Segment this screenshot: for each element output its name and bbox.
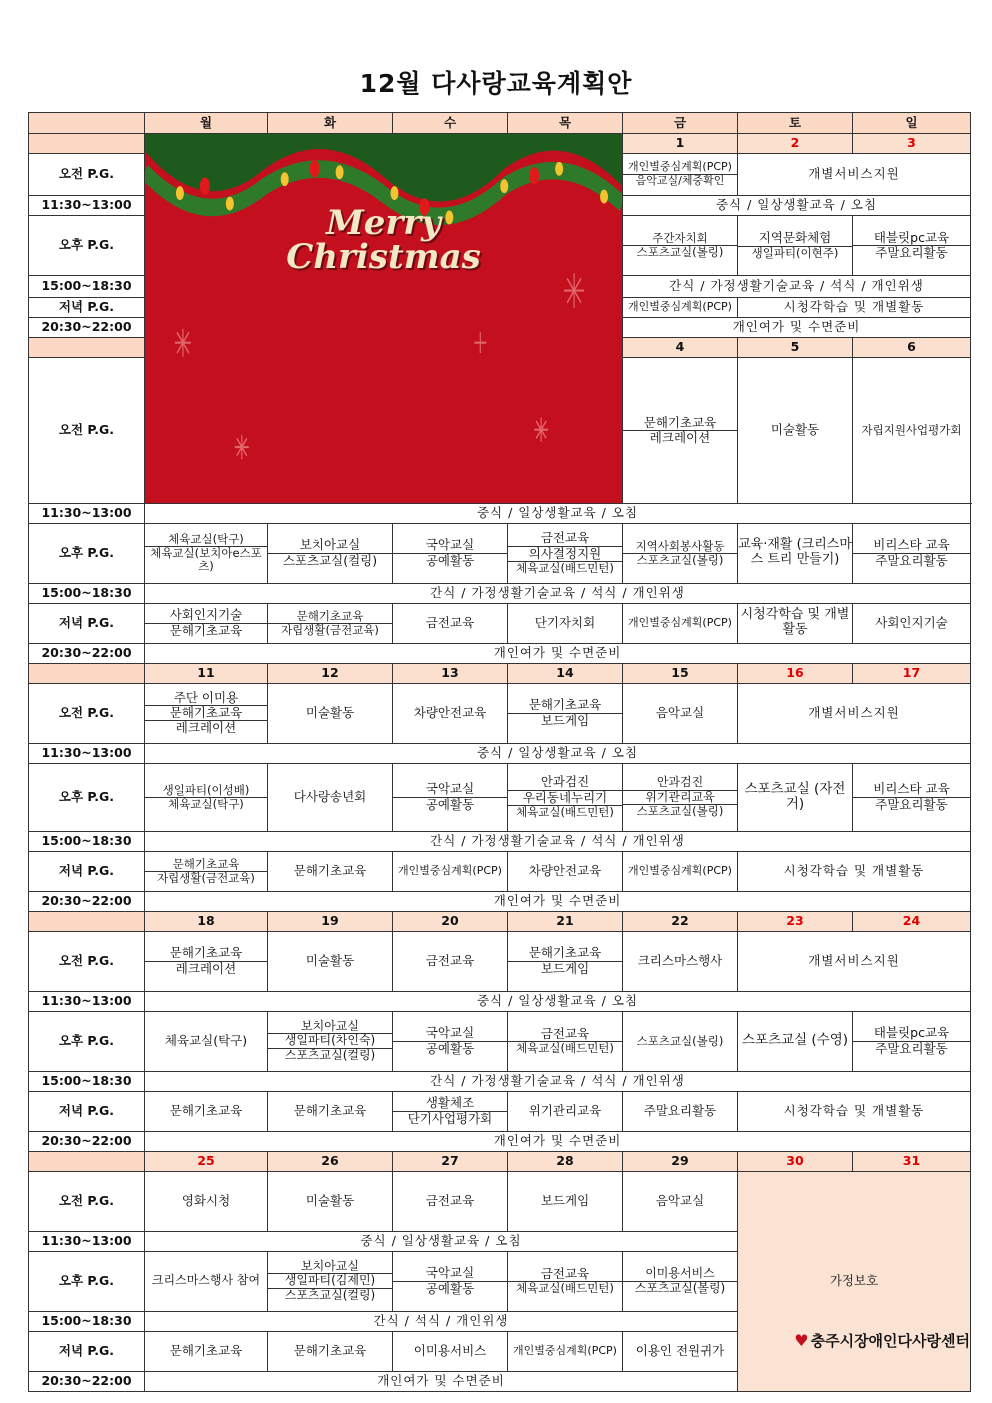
week5-pm-row: 오후 P.G. 크리스마스행사 참여 보치아교실 생일파티(김제민) 스포츠교실(컬링) 국악교실 공예활동 금전교육 체육교실(배드민턴) 이미용서비스 스포츠교실(볼링) [29, 1251, 971, 1311]
week5-eve-row: 저녁 P.G. 문해기초교육 문해기초교육 이미용서비스 개인별중심계획(PCP) 이용인 전원귀가 [29, 1331, 971, 1371]
christmas-banner [145, 134, 623, 504]
week4-snack-row: 15:00~18:30 간식 / 가정생활기술교육 / 석식 / 개인위생 [29, 1071, 971, 1091]
week5-snack-row: 15:00~18:30 간식 / 석식 / 개인위생 [29, 1311, 971, 1331]
home-care-cell: 가정보호 [738, 1171, 971, 1391]
week1-lunch-row: 11:30~13:00 중식 / 일상생활교육 / 오침 [29, 196, 971, 216]
week4-pm-row: 오후 P.G. 체육교실(탁구) 보치아교실 생일파티(차인숙) 스포츠교실(컬링) 국악교실 공예활동 금전교육 체육교실(배드민턴) 스포츠교실(볼링) 스포츠교실 (수영) 태블릿pc교육 주말요리활동 [29, 1011, 971, 1071]
footer [794, 1330, 970, 1351]
week2-pm-row: 오후 P.G. 체육교실(탁구) 체육교실(보치아e스포츠) 보치아교실 스포츠교실(컬링) 국악교실 공예활동 금전교육 의사결정지원 체육교실(배드민턴) 지역사회봉사활동 스포츠교실(볼링) 교육·재활 (크리스마스 트리 만들기) 비리스타 교육 주말요리활동 [29, 523, 971, 583]
day-tue: 화 [268, 113, 393, 134]
week3-night-row: 20:30~22:00 개인여가 및 수면준비 [29, 891, 971, 911]
week2-lunch-row: 11:30~13:00 중식 / 일상생활교육 / 오침 [29, 503, 971, 523]
center-name: 충주시장애인다사랑센터 [810, 1332, 970, 1350]
day-sun: 일 [853, 113, 971, 134]
week3-eve-row: 저녁 P.G. 문해기초교육 자립생활(금전교육) 문해기초교육 개인별중심계획(PCP) 차량안전교육 개인별중심계획(PCP) 시청각학습 및 개별활동 [29, 851, 971, 891]
week2-date-row: 4 5 6 [29, 338, 971, 358]
education-plan-table [28, 112, 971, 1392]
week4-date-row: 18 19 20 21 22 23 24 [29, 911, 971, 931]
week1-night-row: 20:30~22:00 개인여가 및 수면준비 [29, 318, 971, 338]
weekday-header-row [29, 113, 971, 134]
week3-snack-row: 15:00~18:30 간식 / 가정생활기술교육 / 석식 / 개인위생 [29, 831, 971, 851]
week5-date-row: 25 26 27 28 29 30 31 [29, 1151, 971, 1171]
week1-eve-row: 저녁 P.G. 개인별중심계획(PCP) 시청각학습 및 개별활동 [29, 298, 971, 318]
week3-lunch-row: 11:30~13:00 중식 / 일상생활교육 / 오침 [29, 743, 971, 763]
week1-pm-row: 오후 P.G. 주간자치회 스포츠교실(볼링) 지역문화체험 생일파티(이현주) 태블릿pc교육 주말요리활동 [29, 216, 971, 276]
week1-date-row [29, 134, 971, 154]
week3-am-row: 오전 P.G. 주단 이미용 문해기초교육 레크레이션 미술활동 차량안전교육 문해기초교육 보드게임 음악교실 개별서비스지원 [29, 683, 971, 743]
day-thu: 목 [508, 113, 623, 134]
page-title: 12월 다사랑교육계획안 [359, 69, 633, 98]
week4-night-row: 20:30~22:00 개인여가 및 수면준비 [29, 1131, 971, 1151]
heart-logo-icon: ♥ [794, 1331, 809, 1350]
week2-night-row: 20:30~22:00 개인여가 및 수면준비 [29, 643, 971, 663]
day-sat: 토 [738, 113, 853, 134]
week2-am-row: 오전 P.G. 문해기초교육 레크레이션 미술활동 자립지원사업평가회 [29, 358, 971, 504]
day-fri: 금 [623, 113, 738, 134]
week5-lunch-row: 11:30~13:00 중식 / 일상생활교육 / 오침 [29, 1231, 971, 1251]
day-wed: 수 [393, 113, 508, 134]
week2-eve-row: 저녁 P.G. 사회인지기술 문해기초교육 문해기초교육 자립생활(금전교육) 금전교육 단기자치회 개인별중심계획(PCP) 시청각학습 및 개별활동 사회인지기술 [29, 603, 971, 643]
week3-date-row: 11 12 13 14 15 16 17 [29, 663, 971, 683]
week5-am-row: 오전 P.G. 영화시청 미술활동 금전교육 보드게임 음악교실 가정보호 [29, 1171, 971, 1231]
banner-line1: Merry [326, 203, 441, 243]
week4-eve-row: 저녁 P.G. 문해기초교육 문해기초교육 생활체조 단기사업평가회 위기관리교육 주말요리활동 시청각학습 및 개별활동 [29, 1091, 971, 1131]
banner-line2: Christmas [286, 237, 481, 277]
week3-pm-row: 오후 P.G. 생일파티(이성배) 체육교실(탁구) 다사랑송년회 국악교실 공예활동 안과검진 우리동네누리기 체육교실(배드민턴) 안과검진 위기관리교육 스포츠교실(볼링) 스포츠교실 (자전거) 비리스타 교육 주말요리활동 [29, 763, 971, 831]
week5-night-row: 20:30~22:00 개인여가 및 수면준비 [29, 1371, 971, 1391]
date-1: 1 [623, 134, 738, 154]
week4-lunch-row: 11:30~13:00 중식 / 일상생활교육 / 오침 [29, 991, 971, 1011]
week1-am-row: 오전 P.G. 개인별중심계획(PCP) 음악교실/체중확인 개별서비스지원 [29, 154, 971, 196]
corner-cell [29, 113, 145, 134]
week4-am-row: 오전 P.G. 문해기초교육 레크레이션 미술활동 금전교육 문해기초교육 보드게임 크리스마스행사 개별서비스지원 [29, 931, 971, 991]
day-mon: 월 [145, 113, 268, 134]
date-3: 3 [853, 134, 971, 154]
week1-snack-row: 15:00~18:30 간식 / 가정생활기술교육 / 석식 / 개인위생 [29, 276, 971, 298]
week2-snack-row: 15:00~18:30 간식 / 가정생활기술교육 / 석식 / 개인위생 [29, 583, 971, 603]
date-2: 2 [738, 134, 853, 154]
christmas-garland-icon [145, 134, 622, 503]
